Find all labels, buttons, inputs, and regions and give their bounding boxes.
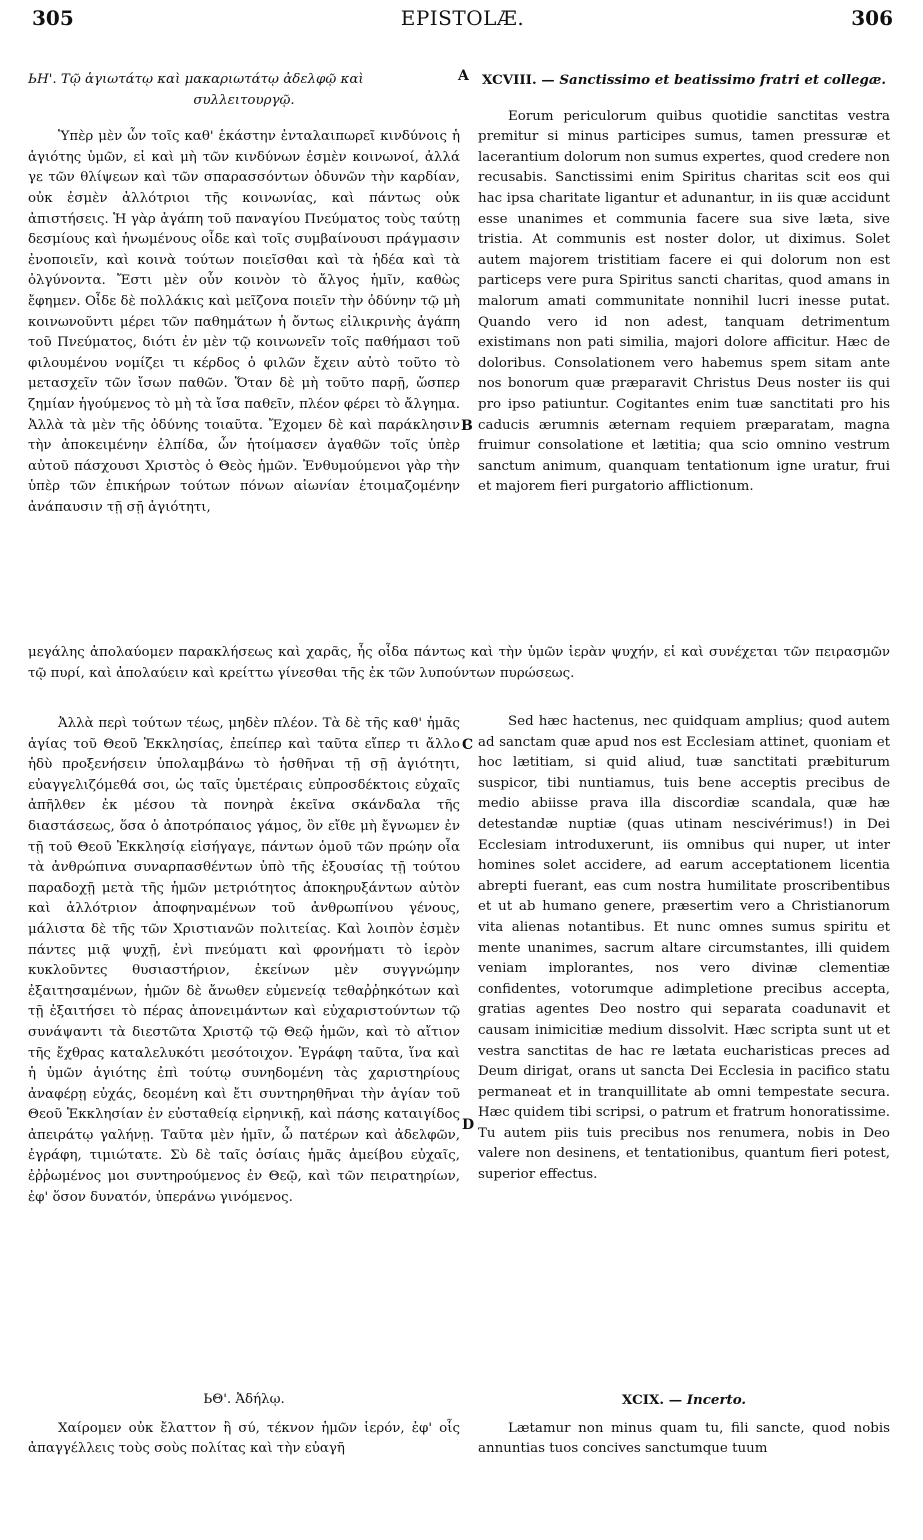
greek-column-letter98 [28,70,460,518]
greek-letter98-paragraph-1: Ὑπὲρ μὲν ὧν τοῖς καθ' ἑκάστην ἐνταλαιπωρεῖ κινδύνοις ἡ ἁγιότης ὑμῶν, εἰ καὶ μὴ τῶν κινδύνων ἐσμὲν κοινωνοί, ἀλλά γε τῶν θλίψεων καὶ τῶν σπαρασσόντων ὀδυνῶν τὴν καρδίαν, οὐκ ἐσμὲν ἀλλότριοι τῆς κοινωνίας, καὶ πάντως οὐκ ἀπιστήσεις. Ἡ γὰρ ἀγάπη τοῦ παναγίου Πνεύματος τοὺς ταύτῃ δεσμίους καὶ ἡνωμένους οἶδε καὶ τοῖς συμβαίνουσι πράγμασιν ἐνοποιεῖν, καὶ κοινὰ τούτων ποιεῖσθαι καὶ τὰ ἡδέα καὶ τὰ ὀλγύνοντα. Ἔστι μὲν οὖν κοινὸν τὸ ἄλγος ἡμῖν, καθὼς ἔφημεν. Οἶδε δὲ πολλάκις καὶ μεῖζονα ποιεῖν τὴν ὀδύνην τῷ μὴ κοινωνοῦντι μέρει τῶν παθημάτων ἡ ὄντως εἰλικρινὴς ἀγάπη τοῦ Πνεύματος, διότι ἐν μὲν τῷ κοινωνεῖν τοῖς παθήμασι τοῦ φιλουμένου νομίζει τι κέρδος ὁ φιλῶν ἔχειν αὐτὸ τοῦτο τὸ μετασχεῖν τῶν ἴσων παθῶν. Ὅταν δὲ μὴ τοῦτο παρῇ, ὥσπερ ζημίαν ἡγούμενος τὸ μὴ τὰ ἴσα παθεῖν, πλέον φέρει τὸ ἄλγημα. Ἀλλὰ τὰ μὲν τῆς ὀδύνης τοιαῦτα. Ἔχομεν δὲ καὶ παράκλησιν τὴν ἀποκειμένην ἐλπίδα, ὧν ἡτοίμασεν ἀγαθῶν τοῖς ὑπὲρ αὐτοῦ πάσχουσι Χριστὸς ὁ Θεὸς ἡμῶν. Ἐνθυμούμενοι γὰρ τὴν ὑπὲρ τῶν ἐπικήρων τούτων πόνων αἰωνίαν ἑτοιμαζομένην ἀνάπαυσιν τῇ σῇ ἁγιότητι, [28,129,460,515]
latin-column-paragraph-2 [478,712,890,1186]
margin-letter-c: C [462,737,474,753]
greek-letter99-paragraph: Χαίρομεν οὐκ ἔλαττον ἢ σύ, τέκνον ἡμῶν ἱερόν, ἐφ' οἷς ἀπαγγέλλεις τοὺς σοὺς πολίτας καὶ τὴν εὐαγῆ [28,1420,460,1457]
margin-letter-d: D [462,1117,475,1133]
margin-letter-b: B [461,418,473,434]
greek-letter99-heading: ЬΘ'. Ἀδήλῳ. [203,1392,285,1407]
latin-column-letter99 [478,1390,890,1460]
greek-full-width-continuation: μεγάλης ἀπολαύομεν παρακλήσεως καὶ χαρᾶς, ἧς οἶδα πάντως καὶ τὴν ὑμῶν ἱερὰν ψυχήν, εἰ καὶ συνέχεται τῶν πειρασμῶν τῷ πυρί, καὶ ἀπολαύειν καὶ κρείττω γίνεσθαι τῆς ἐκ τῶν λυπούντων πυρώσεως. [28,645,890,681]
latin-letter99-heading: XCIX. — Incerto. [621,1392,747,1408]
latin-letter98-paragraph-1: Eorum periculorum quibus quotidie sanctitas vestra premitur si minus participes sumus, tamen pressuræ et lacerantium dolorum non sumus expertes, quod credere non recusabis. Sanctissimi enim Spiritus charitas scit eos qui hac ipsa charitate ligantur et adunantur, in iis quæ accidunt esse unanimes et communia facere sua sive læta, sive tristia. At communis est noster dolor, ut diximus. Solet autem majorem tristitiam facere ei qui dolorum non est particeps vere pura Spiritus sancti charitas, quod amans in malorum amati communitate nonnihil lucri inesse putat. Quando vero id non adest, tanquam detrimentum existimans non pati similia, majori dolore afficitur. Hæc de doloribus. Consolationem vero habemus spem sitam ante nos bonorum quæ præparavit Christus Deus noster iis qui pro ipso patiuntur. Cogitantes enim tuæ sanctitati pro his caducis ærumnis æternam requiem præparatam, magna fruimur consolatione et lætitia; qua scio omnino vestrum sanctum animum, quanquam tentationum igne uratur, frui et majorem fieri purgatorio afflictionum. [478,108,890,495]
greek-letter98-paragraph-2: Ἀλλὰ περὶ τούτων τέως, μηδὲν πλέον. Τὰ δὲ τῆς καθ' ἡμᾶς ἁγίας τοῦ Θεοῦ Ἐκκλησίας, ἐπείπερ καὶ ταῦτα εἴπερ τι ἄλλο ἡδὺ προξενήσειν ὑπολαμβάνω τὸ ἡσθῆναι τῇ σῇ ἁγιότητι, εὐαγγελιζόμεθά σοι, ὡς ταῖς ὑμετέραις εὐπροσδέκτοις εὐχαῖς ἀπῆλθεν ἐκ μέσου τὰ πονηρὰ ἐκεῖνα σκάνδαλα τῆς διαστάσεως, ὅσα ὁ ἀποτρόπαιος γάμος, ὃν εἴθε μὴ ἔγνωμεν ἐν τῇ τοῦ Θεοῦ Ἐκκλησίᾳ εἰσήγαγε, πάντων ὁμοῦ τῶν πρώην οἷα τὰ ἀνθρώπινα συναρπασθέντων ὑπὸ τῆς ἐξουσίας τῇ τούτου παραδοχῇ μετὰ τῆς ἡμῶν μετριότητος ἀποκηρυξάντων αὐτὸν καὶ ἀλλότριον ἀποφηναμένων τοῦ ἀνθρωπίνου γένους, μάλιστα δὲ τῆς τῶν Χριστιανῶν πολιτείας. Καὶ λοιπὸν ἐσμὲν πάντες μιᾷ ψυχῇ, ἐνὶ πνεύματι καὶ φρονήματι τὸ ἱερὸν κυκλοῦντες θυσιαστήριον, ἐκείνων μὲν συγγνώμην ἐξαιτησαμένων, ἡμῶν δὲ ἄνωθεν εὐμενείᾳ τεθαῤῥηκότων καὶ τῇ ἐξαιτήσει τὸ πέρας ἀπονειμάντων καὶ εὐχαριστούντων τῷ συνάψαντι τὰ διεστῶτα Χριστῷ τῷ Θεῷ ἡμῶν, καὶ τὸ αἴτιον τῆς ἔχθρας καταλελυκότι μεσότοιχον. Ἐγράφη ταῦτα, ἵνα καὶ ἡ ὑμῶν ἁγιότης ἐπὶ τούτῳ συνηδομένη τὰς χαριστηρίους ἀναφέρῃ εὐχάς, δεομένη καὶ ἔτι συντηρηθῆναι τὴν ἁγίαν τοῦ Θεοῦ Ἐκκλησίαν ἐν εὐσταθείᾳ εἰρηνικῇ, καὶ πάσης καταιγίδος ἀπειράτῳ γαλήνῃ. Ταῦτα μὲν ἡμῖν, ὦ πατέρων καὶ ἀδελφῶν, ἐγράφη, τιμιώτατε. Σὺ δὲ ταῖς ὁσίαις ἡμᾶς ἀμείβου εὐχαῖς, ἐῤῥωμένος μοι συντηρούμενος ἐν Θεῷ, καὶ τῶν πειρατηρίων, ἐφ' ὅσον δυνατόν, ὑπεράνω γινόμενος. [28,716,460,1205]
greek-column-paragraph-2 [28,714,460,1208]
page-header [32,6,893,36]
running-title: EPISTOLÆ. [400,6,525,30]
latin-letter98-heading: XCVIII. — Sanctissimo et beatissimo fratri et collegæ. [481,72,887,88]
page-number-right: 306 [851,6,893,30]
page-number-left: 305 [32,6,74,30]
latin-letter98-paragraph-2: Sed hæc hactenus, nec quidquam amplius; quod autem ad sanctam quæ apud nos est Ecclesiam attinet, quoniam et hoc lætitiam, si quid aliud, tuæ sanctitati præbiturum suspicor, tibi nuntiamus, tuis bene acceptis precibus de medio abiisse prava illa discordiæ scandala, quæ hæ detestandæ nuptiæ (quas utinam nescivérimus!) in Dei Ecclesiam introduxerunt, iis omnibus qui nuper, ut inter homines solet accidere, ad earum acceptationem licentia abrepti fuerant, eas cum nostra humilitate proscribentibus et ut ab humano genere, præsertim vero a Christianorum vita alienas notantibus. Et nunc omnes sumus spiritu et mente unanimes, sacrum altare circumstantes, illi quidem veniam implorantes, nos vero divinæ clementiæ confidentes, votorumque adimpletione precibus accepta, gratias agentes Deo nostro qui separata coadunavit et causam inimicitiæ medium dissolvit. Hæc scripta sunt ut et vestra sanctitas de hac re lætata eucharisticas preces ad Deum dirigat, orans ut sancta Dei Ecclesia in pacifico statu permaneat et in tranquillitate ab omni tempestate secura. Hæc quidem tibi scripsi, o patrum et fratrum honoratissime. Tu autem piis tuis precibus nos renumera, nobis in Deo valere non desinens, et tentationibus, quantum fieri potest, superior effectus. [478,714,890,1183]
greek-column-letter99 [28,1390,460,1460]
greek-letter98-heading: ЬΗ'. Τῷ ἁγιωτάτῳ καὶ μακαριωτάτῳ ἀδελφῷ καὶ συλλειτουργῷ. [28,72,364,108]
latin-column-letter98 [478,70,890,498]
latin-letter99-paragraph: Lætamur non minus quam tu, fili sancte, quod nobis annuntias tuos concives sanctumque tuum [478,1420,890,1457]
margin-letter-a: A [458,68,469,84]
